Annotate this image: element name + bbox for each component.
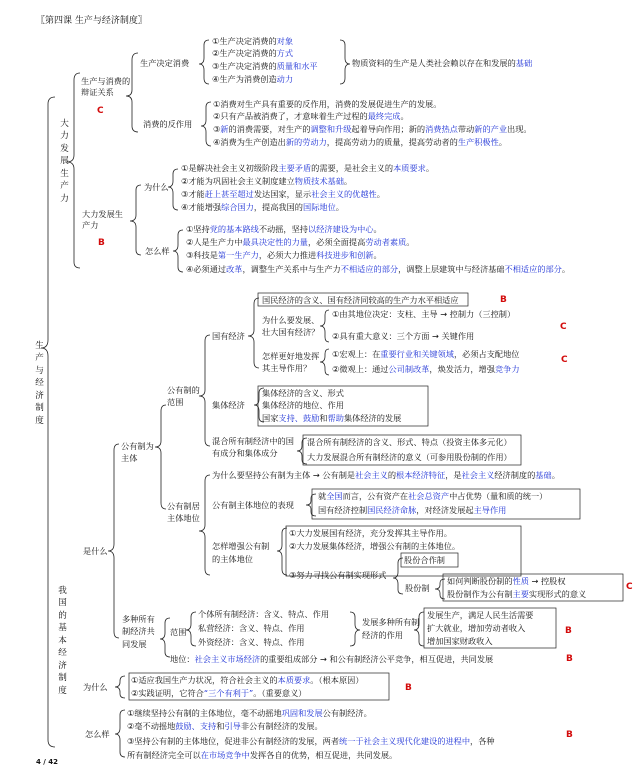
list-item: ②具有重大意义：三个方面 → 关键作用 [332, 331, 475, 341]
list-item: 股份制作为公有制主要实现形式的意义 [447, 589, 587, 599]
list-item: 外资经济：含义、特点、作用 [198, 637, 305, 647]
list-item: 私营经济：含义、特点、作用 [198, 623, 305, 633]
b-label: 消费的反作用 [143, 119, 193, 129]
status-why: 为什么要坚持公有制为主体 → 公有制是社会主义的根本经济特征，是社会主义经济制度的基础。 [212, 470, 560, 480]
list-item: ②只有产品被消费了，才意味着生产过程的最终完成。 [213, 111, 409, 121]
state-how-label: 怎样更好地发挥其主导作用？ [262, 351, 320, 374]
list-item: 就全国而言，公有资产在社会总资产中占优势（量和质的统一） [318, 491, 548, 501]
list-item: ④生产为消费创造动力 [212, 74, 294, 84]
public-main-label: 公有制为主体 [121, 441, 154, 463]
list-item: ④必须通过改革，调整生产关系中与生产力不相适应的部分，调整上层建筑中与经济基础不相适应的部分。 [186, 264, 571, 274]
level-mark: C [561, 355, 568, 365]
level-mark: B [565, 626, 572, 636]
list-item: 如何判断股份制的性质 → 控股权 [447, 576, 566, 586]
mixed-label: 混合所有制经济中的国有成分和集体成分 [212, 436, 294, 459]
list-item: ②人是生产力中最具决定性的力量，必须全面提高劳动者素质。 [186, 237, 415, 247]
list-item: ④才能增强综合国力，提高我国的国际地位。 [181, 202, 344, 212]
part2-how-label: 怎么样 [85, 729, 110, 739]
list-item: 增加国家财政收入 [427, 636, 493, 646]
range-label: 范围 [170, 627, 187, 637]
list-item: 个体所有制经济：含义、特点、作用 [198, 609, 330, 619]
collective-label: 集体经济 [212, 400, 245, 410]
level-mark: B [566, 654, 573, 664]
list-item: ①由其地位决定：支柱、主导 → 控制力（三控制） [332, 309, 516, 319]
level-mark: B [566, 730, 573, 740]
part2-why-label: 为什么 [83, 682, 108, 692]
diverse-label: 多种所有制经济共同发展 [122, 614, 155, 649]
list-item: 混合所有制经济的含义、形式、特点（投资主体多元化） [307, 437, 512, 447]
scope-label: 公有制的范围 [167, 385, 200, 407]
how-label: 怎么样 [145, 246, 170, 256]
a-label: 生产决定消费 [140, 58, 190, 68]
page-number: 4 / 42 [36, 758, 59, 766]
list-item: 所有制经济完全可以在市场竞争中发挥各自的优势，相互促进，共同发展。 [127, 750, 398, 760]
list-item: 国家支持、鼓励和帮助集体经济的发展 [262, 413, 402, 423]
status-label: 公有制居主体地位 [167, 501, 200, 524]
level-mark: C [97, 106, 104, 116]
list-item: 扩大就业，增加劳动者收入 [427, 623, 526, 633]
level-mark: B [405, 683, 412, 693]
list-item: 集体经济的含义、形式 [262, 388, 344, 398]
state-label: 国有经济 [212, 331, 245, 341]
list-item: ①是解决社会主义初级阶段主要矛盾的需要，是社会主义的本质要求。 [181, 163, 435, 173]
list-item: ②微观上：通过公司制改革，焕发活力，增强竞争力 [332, 364, 520, 374]
list-item: ①消费对生产具有重要的反作用，消费的发展促进生产的发展。 [213, 99, 442, 109]
list-item: ③新的消费需要，对生产的调整和升级起着导向作用；新的消费热点带动新的产业出现。 [213, 124, 532, 134]
list-item: ①坚持党的基本路线不动摇，坚持以经济建设为中心。 [186, 224, 382, 234]
list-item: ①生产决定消费的对象 [212, 36, 294, 46]
level-mark: B [98, 238, 105, 248]
list-item: ②毫不动摇地鼓励、支持和引导非公有制经济的发展。 [127, 721, 323, 731]
list-item: ①大力发展国有经济，充分发挥其主导作用。 [289, 528, 452, 538]
list-item: 国有经济控制国民经济命脉，对经济发展起主导作用 [318, 505, 507, 515]
list-item: 股份合作制 [404, 555, 445, 565]
how-strengthen-label: 怎样增强公有制的主体地位 [212, 541, 270, 565]
list-item: ③科技是第一生产力，必须大力推进科技进步和创新。 [186, 250, 382, 260]
list-item: ①宏观上：在重要行业和关键领域，必须占支配地位 [332, 349, 520, 359]
rep-label: 公有制主体地位的表现 [212, 500, 294, 510]
list-item: ③才能赶上甚至超过发达国家，显示社会主义的优越性。 [181, 189, 385, 199]
part2-label: 我国的基本经济制度 [58, 586, 67, 696]
root-title: 生产与经济制度 [35, 341, 44, 426]
list-item: ②大力发展集体经济，增强公有制的主体地位。 [289, 541, 461, 551]
list-item: ③生产决定消费的质量和水平 [212, 61, 318, 71]
list-item: 集体经济的地位、作用 [262, 400, 344, 410]
list-item: ①继续坚持公有制的主体地位，毫不动摇地巩固和发展公有制经济。 [127, 708, 372, 718]
list-item: ②才能为巩固社会主义制度建立物质技术基础。 [181, 176, 353, 186]
level-mark: B [500, 295, 507, 305]
list-item: ②实践证明，它符合“三个有利于”。（重要意义） [131, 688, 307, 698]
why-label: 为什么 [144, 182, 169, 192]
page-title: 〖第四课 生产与经济制度〗 [36, 16, 147, 26]
position-line: 地位：社会主义市场经济的重要组成部分 → 和公有制经济公平竞争，相互促进，共同发展 [170, 654, 494, 664]
level-mark: C [560, 322, 567, 332]
list-item: ①适应我国生产力状况，符合社会主义的本质要求。（根本原因） [131, 675, 364, 685]
list-item: ③努力寻找公有制实现形式 [289, 570, 387, 580]
part1-label: 大力发展生产力 [60, 119, 69, 204]
list-item: 发展生产，满足人民生活需要 [427, 610, 534, 620]
s2-label: 大力发展生产力 [82, 209, 123, 231]
role-label: 发展多种所有制经济的作用 [362, 617, 420, 640]
state-line: 国民经济的含义、国有经济同较高的生产力水平相适应 [262, 295, 459, 305]
level-mark: C [626, 582, 633, 592]
production-note: 物质资料的生产是人类社会赖以存在和发展的基础 [352, 58, 533, 68]
list-item: ④消费为生产创造出新的劳动力，提高劳动力的质量，提高劳动者的生产积极性。 [213, 137, 507, 147]
what-label: 是什么 [83, 546, 108, 556]
list-item: ③坚持公有制的主体地位，促进非公有制经济的发展，两者统一于社会主义现代化建设的进程中，各种 [127, 736, 495, 746]
state-why-label: 为什么要发展、壮大国有经济？ [262, 315, 320, 338]
shareholding-label: 股份制 [405, 583, 430, 593]
list-item: 大力发展混合所有制经济的意义（可参用股份制的作用） [307, 452, 512, 462]
s1-label: 生产与消费的辩证关系 [81, 76, 131, 98]
list-item: ②生产决定消费的方式 [212, 48, 294, 58]
